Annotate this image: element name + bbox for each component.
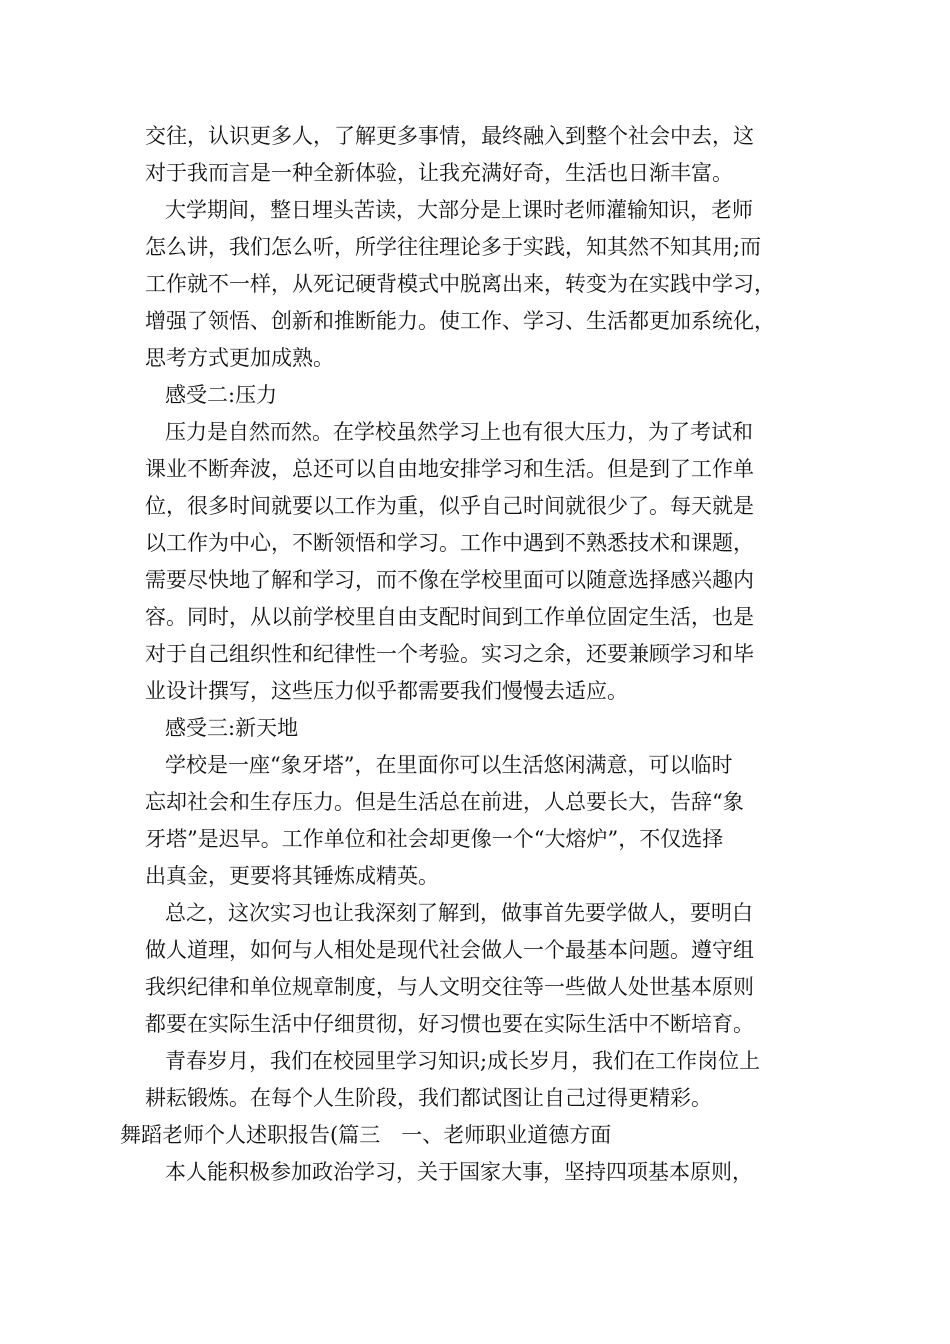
text-line: 对于我而言是一种全新体验，让我充满好奇，生活也日渐丰富。	[145, 161, 733, 185]
report-heading: 舞蹈老师个人述职报告(篇三 一、老师职业道德方面	[120, 1123, 612, 1147]
text-line: 需要尽快地了解和学习，而不像在学校里面可以随意选择感兴趣内	[145, 568, 754, 592]
text-line: 出真金，更要将其锤炼成精英。	[145, 864, 439, 888]
paragraph-start: 压力是自然而然。在学校虽然学习上也有很大压力，为了考试和	[165, 420, 753, 444]
section-heading: 感受三:新天地	[165, 716, 299, 740]
text-line: 忘却社会和生存压力。但是生活总在前进，人总要长大，告辞“象	[145, 790, 744, 814]
text-line: 牙塔”是迟早。工作单位和社会却更像一个“大熔炉”，不仅选择	[145, 827, 724, 851]
text-line: 都要在实际生活中仔细贯彻，好习惯也要在实际生活中不断培育。	[145, 1012, 754, 1036]
paragraph-start: 学校是一座“象牙塔”，在里面你可以生活悠闲满意，可以临时	[165, 753, 733, 777]
text-line: 思考方式更加成熟。	[145, 346, 334, 370]
text-line: 课业不断奔波，总还可以自由地安排学习和生活。但是到了工作单	[145, 457, 754, 481]
text-line: 怎么讲，我们怎么听，所学往往理论多于实践，知其然不知其用;而	[145, 235, 762, 259]
paragraph-start: 本人能积极参加政治学习，关于国家大事，坚持四项基本原则，	[165, 1160, 753, 1184]
text-line: 交往，认识更多人，了解更多事情，最终融入到整个社会中去，这	[145, 124, 754, 148]
paragraph-start: 总之，这次实习也让我深刻了解到，做事首先要学做人，要明白	[165, 901, 753, 925]
text-line: 业设计撰写，这些压力似乎都需要我们慢慢去适应。	[145, 679, 628, 703]
text-line: 做人道理，如何与人相处是现代社会做人一个最基本问题。遵守组	[145, 938, 754, 962]
paragraph-start: 大学期间，整日埋头苦读，大部分是上课时老师灌输知识，老师	[165, 198, 753, 222]
text-line: 容。同时，从以前学校里自由支配时间到工作单位固定生活，也是	[145, 605, 754, 629]
text-line: 我织纪律和单位规章制度，与人文明交往等一些做人处世基本原则	[145, 975, 754, 999]
text-line: 以工作为中心，不断领悟和学习。工作中遇到不熟悉技术和课题，	[145, 531, 754, 555]
text-line: 工作就不一样，从死记硬背模式中脱离出来，转变为在实践中学习，	[145, 272, 775, 296]
text-line: 对于自己组织性和纪律性一个考验。实习之余，还要兼顾学习和毕	[145, 642, 754, 666]
text-line: 耕耘锻炼。在每个人生阶段，我们都试图让自己过得更精彩。	[145, 1086, 712, 1110]
text-line: 增强了领悟、创新和推断能力。使工作、学习、生活都更加系统化，	[145, 309, 775, 333]
paragraph-start: 青春岁月，我们在校园里学习知识;成长岁月，我们在工作岗位上	[165, 1049, 761, 1073]
text-line: 位，很多时间就要以工作为重，似乎自己时间就很少了。每天就是	[145, 494, 754, 518]
section-heading: 感受二:压力	[165, 383, 278, 407]
